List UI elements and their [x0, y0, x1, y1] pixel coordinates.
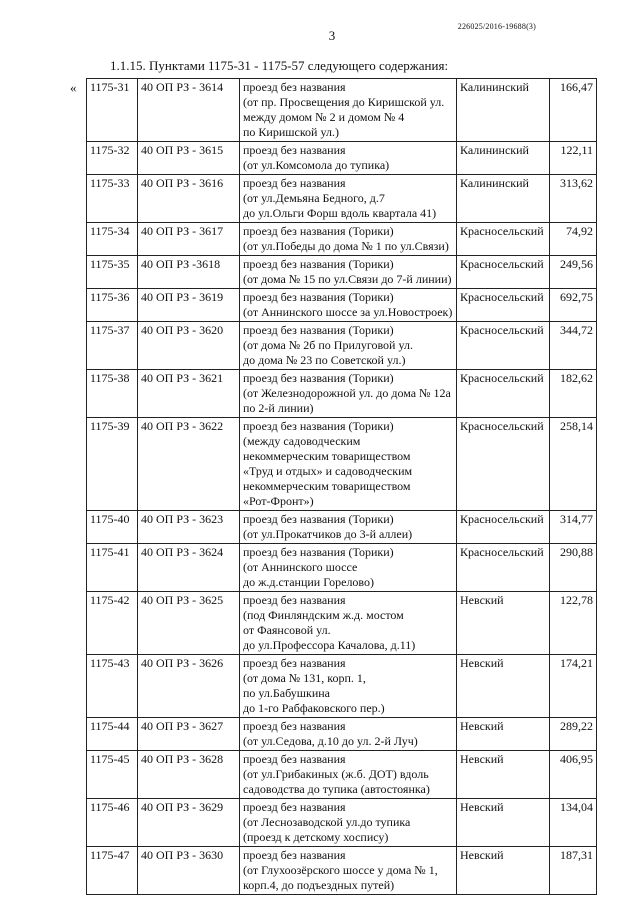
district-cell: Невский	[457, 655, 550, 718]
road-description-cell	[240, 751, 457, 799]
description-line: проезд без названия (Торики)	[243, 419, 394, 433]
table-row	[87, 142, 597, 175]
description-line: от Фаянсовой ул.	[243, 623, 331, 637]
description-line: корп.4, до подъездных путей)	[243, 878, 395, 892]
road-description-cell	[240, 511, 457, 544]
road-description-cell	[240, 847, 457, 895]
road-description-cell	[240, 655, 457, 718]
row-number-cell: 1175-37	[87, 322, 138, 370]
road-length-cell: 182,62	[550, 370, 597, 418]
description-line: проезд без названия	[243, 656, 346, 670]
row-number-cell: 1175-40	[87, 511, 138, 544]
description-line: проезд без названия	[243, 800, 346, 814]
table-row	[87, 718, 597, 751]
description-line: между домом № 2 и домом № 4	[243, 110, 405, 124]
description-line: (от Глухоозёрского шоссе у дома № 1,	[243, 863, 438, 877]
district-cell: Красносельский	[457, 223, 550, 256]
road-description-cell	[240, 418, 457, 511]
road-description-cell	[240, 175, 457, 223]
row-number-cell: 1175-39	[87, 418, 138, 511]
table-row	[87, 322, 597, 370]
road-description-cell	[240, 142, 457, 175]
road-code-cell: 40 ОП РЗ - 3624	[138, 544, 240, 592]
description-line: проезд без названия (Торики)	[243, 257, 394, 271]
description-line: до ул.Ольги Форш вдоль квартала 41)	[243, 206, 437, 220]
roads-registry-table	[86, 78, 597, 895]
description-line: (между садоводческим	[243, 434, 361, 448]
description-line: (от Железнодорожной ул. до дома № 12а	[243, 386, 451, 400]
description-line: (от пр. Просвещения до Киришской ул.	[243, 95, 445, 109]
district-cell: Красносельский	[457, 322, 550, 370]
district-cell: Невский	[457, 592, 550, 655]
description-line: (от ул.Победы до дома № 1 по ул.Связи)	[243, 239, 449, 253]
description-line: некоммерческим товариществом	[243, 449, 411, 463]
district-cell: Красносельский	[457, 370, 550, 418]
road-description-cell	[240, 370, 457, 418]
table-row	[87, 223, 597, 256]
description-line: проезд без названия (Торики)	[243, 545, 394, 559]
description-line: до дома № 23 по Советской ул.)	[243, 353, 406, 367]
road-length-cell: 692,75	[550, 289, 597, 322]
description-line: проезд без названия	[243, 143, 346, 157]
table-row	[87, 799, 597, 847]
description-line: (от ул.Демьяна Бедного, д.7	[243, 191, 385, 205]
district-cell: Красносельский	[457, 289, 550, 322]
description-line: проезд без названия (Торики)	[243, 371, 394, 385]
row-number-cell: 1175-33	[87, 175, 138, 223]
district-cell: Невский	[457, 847, 550, 895]
description-line: «Труд и отдых» и садоводческим	[243, 464, 413, 478]
description-line: проезд без названия (Торики)	[243, 323, 394, 337]
row-number-cell: 1175-41	[87, 544, 138, 592]
table-row	[87, 751, 597, 799]
table-row	[87, 592, 597, 655]
road-code-cell: 40 ОП РЗ - 3630	[138, 847, 240, 895]
description-line: (от ул.Прокатчиков до 3-й аллеи)	[243, 527, 413, 541]
table-row	[87, 256, 597, 289]
registry-table-body	[87, 79, 597, 895]
description-line: (от ул.Комсомола до тупика)	[243, 158, 390, 172]
table-row	[87, 175, 597, 223]
table-row	[87, 655, 597, 718]
road-code-cell: 40 ОП РЗ - 3622	[138, 418, 240, 511]
description-line: проезд без названия	[243, 593, 346, 607]
description-line: (от Леснозаводской ул.до тупика	[243, 815, 411, 829]
road-code-cell: 40 ОП РЗ - 3619	[138, 289, 240, 322]
road-code-cell: 40 ОП РЗ - 3621	[138, 370, 240, 418]
description-line: (под Финляндским ж.д. мостом	[243, 608, 404, 622]
road-length-cell: 174,21	[550, 655, 597, 718]
description-line: по Киришской ул.)	[243, 125, 339, 139]
road-code-cell: 40 ОП РЗ - 3629	[138, 799, 240, 847]
road-length-cell: 122,78	[550, 592, 597, 655]
road-description-cell	[240, 592, 457, 655]
road-code-cell: 40 ОП РЗ - 3617	[138, 223, 240, 256]
district-cell: Красносельский	[457, 418, 550, 511]
description-line: проезд без названия (Торики)	[243, 224, 394, 238]
road-length-cell: 289,22	[550, 718, 597, 751]
road-length-cell: 313,62	[550, 175, 597, 223]
road-length-cell: 74,92	[550, 223, 597, 256]
document-reference: 226025/2016-19688(3)	[457, 22, 536, 31]
road-length-cell: 134,04	[550, 799, 597, 847]
description-line: (от Аннинского шоссе	[243, 560, 358, 574]
table-row	[87, 79, 597, 142]
road-description-cell	[240, 322, 457, 370]
road-description-cell	[240, 79, 457, 142]
description-line: проезд без названия	[243, 176, 346, 190]
district-cell: Невский	[457, 718, 550, 751]
road-length-cell: 258,14	[550, 418, 597, 511]
description-line: (от дома № 2б по Прилуговой ул.	[243, 338, 413, 352]
row-number-cell: 1175-35	[87, 256, 138, 289]
road-code-cell: 40 ОП РЗ - 3616	[138, 175, 240, 223]
district-cell: Красносельский	[457, 544, 550, 592]
road-code-cell: 40 ОП РЗ - 3620	[138, 322, 240, 370]
description-line: по ул.Бабушкина	[243, 686, 330, 700]
description-line: по 2-й линии)	[243, 401, 314, 415]
road-code-cell: 40 ОП РЗ - 3615	[138, 142, 240, 175]
district-cell: Калининский	[457, 175, 550, 223]
row-number-cell: 1175-38	[87, 370, 138, 418]
road-description-cell	[240, 256, 457, 289]
row-number-cell: 1175-31	[87, 79, 138, 142]
opening-quote-mark: «	[70, 80, 77, 95]
row-number-cell: 1175-32	[87, 142, 138, 175]
road-description-cell	[240, 544, 457, 592]
description-line: (от ул.Грибакиных (ж.б. ДОТ) вдоль	[243, 767, 429, 781]
page-number: 3	[328, 28, 336, 43]
row-number-cell: 1175-46	[87, 799, 138, 847]
road-length-cell: 187,31	[550, 847, 597, 895]
road-code-cell: 40 ОП РЗ - 3626	[138, 655, 240, 718]
description-line: до 1-го Рабфаковского пер.)	[243, 701, 385, 715]
road-length-cell: 344,72	[550, 322, 597, 370]
table-row	[87, 511, 597, 544]
row-number-cell: 1175-34	[87, 223, 138, 256]
description-line: (от дома № 131, корп. 1,	[243, 671, 366, 685]
district-cell: Невский	[457, 799, 550, 847]
description-line: проезд без названия (Торики)	[243, 290, 394, 304]
row-number-cell: 1175-42	[87, 592, 138, 655]
description-line: (от ул.Седова, д.10 до ул. 2-й Луч)	[243, 734, 418, 748]
table-row	[87, 544, 597, 592]
road-code-cell: 40 ОП РЗ - 3625	[138, 592, 240, 655]
road-length-cell: 122,11	[550, 142, 597, 175]
table-row	[87, 370, 597, 418]
road-length-cell: 249,56	[550, 256, 597, 289]
road-length-cell: 314,77	[550, 511, 597, 544]
table-row	[87, 847, 597, 895]
description-line: проезд без названия	[243, 80, 346, 94]
road-length-cell: 406,95	[550, 751, 597, 799]
road-code-cell: 40 ОП РЗ - 3614	[138, 79, 240, 142]
row-number-cell: 1175-45	[87, 751, 138, 799]
road-description-cell	[240, 799, 457, 847]
table-row	[87, 289, 597, 322]
road-description-cell	[240, 289, 457, 322]
road-code-cell: 40 ОП РЗ -3618	[138, 256, 240, 289]
district-cell: Калининский	[457, 79, 550, 142]
description-line: до ж.д.станции Горелово)	[243, 575, 375, 589]
description-line: проезд без названия	[243, 848, 346, 862]
road-code-cell: 40 ОП РЗ - 3623	[138, 511, 240, 544]
row-number-cell: 1175-36	[87, 289, 138, 322]
road-code-cell: 40 ОП РЗ - 3627	[138, 718, 240, 751]
description-line: садоводства до тупика (автостоянка)	[243, 782, 430, 796]
table-row	[87, 418, 597, 511]
description-line: до ул.Профессора Качалова, д.11)	[243, 638, 416, 652]
district-cell: Невский	[457, 751, 550, 799]
row-number-cell: 1175-43	[87, 655, 138, 718]
district-cell: Красносельский	[457, 256, 550, 289]
description-line: (проезд к детскому хоспису)	[243, 830, 389, 844]
road-description-cell	[240, 718, 457, 751]
road-description-cell	[240, 223, 457, 256]
road-code-cell: 40 ОП РЗ - 3628	[138, 751, 240, 799]
row-number-cell: 1175-47	[87, 847, 138, 895]
section-heading: 1.1.15. Пунктами 1175-31 - 1175-57 следующего содержания:	[110, 58, 449, 73]
row-number-cell: 1175-44	[87, 718, 138, 751]
description-line: (от Аннинского шоссе за ул.Новостроек)	[243, 305, 453, 319]
district-cell: Калининский	[457, 142, 550, 175]
description-line: проезд без названия	[243, 719, 346, 733]
description-line: проезд без названия	[243, 752, 346, 766]
description-line: (от дома № 15 по ул.Связи до 7-й линии)	[243, 272, 452, 286]
description-line: некоммерческим товариществом	[243, 479, 411, 493]
description-line: «Рот-Фронт»)	[243, 494, 314, 508]
description-line: проезд без названия (Торики)	[243, 512, 394, 526]
road-length-cell: 166,47	[550, 79, 597, 142]
road-length-cell: 290,88	[550, 544, 597, 592]
district-cell: Красносельский	[457, 511, 550, 544]
